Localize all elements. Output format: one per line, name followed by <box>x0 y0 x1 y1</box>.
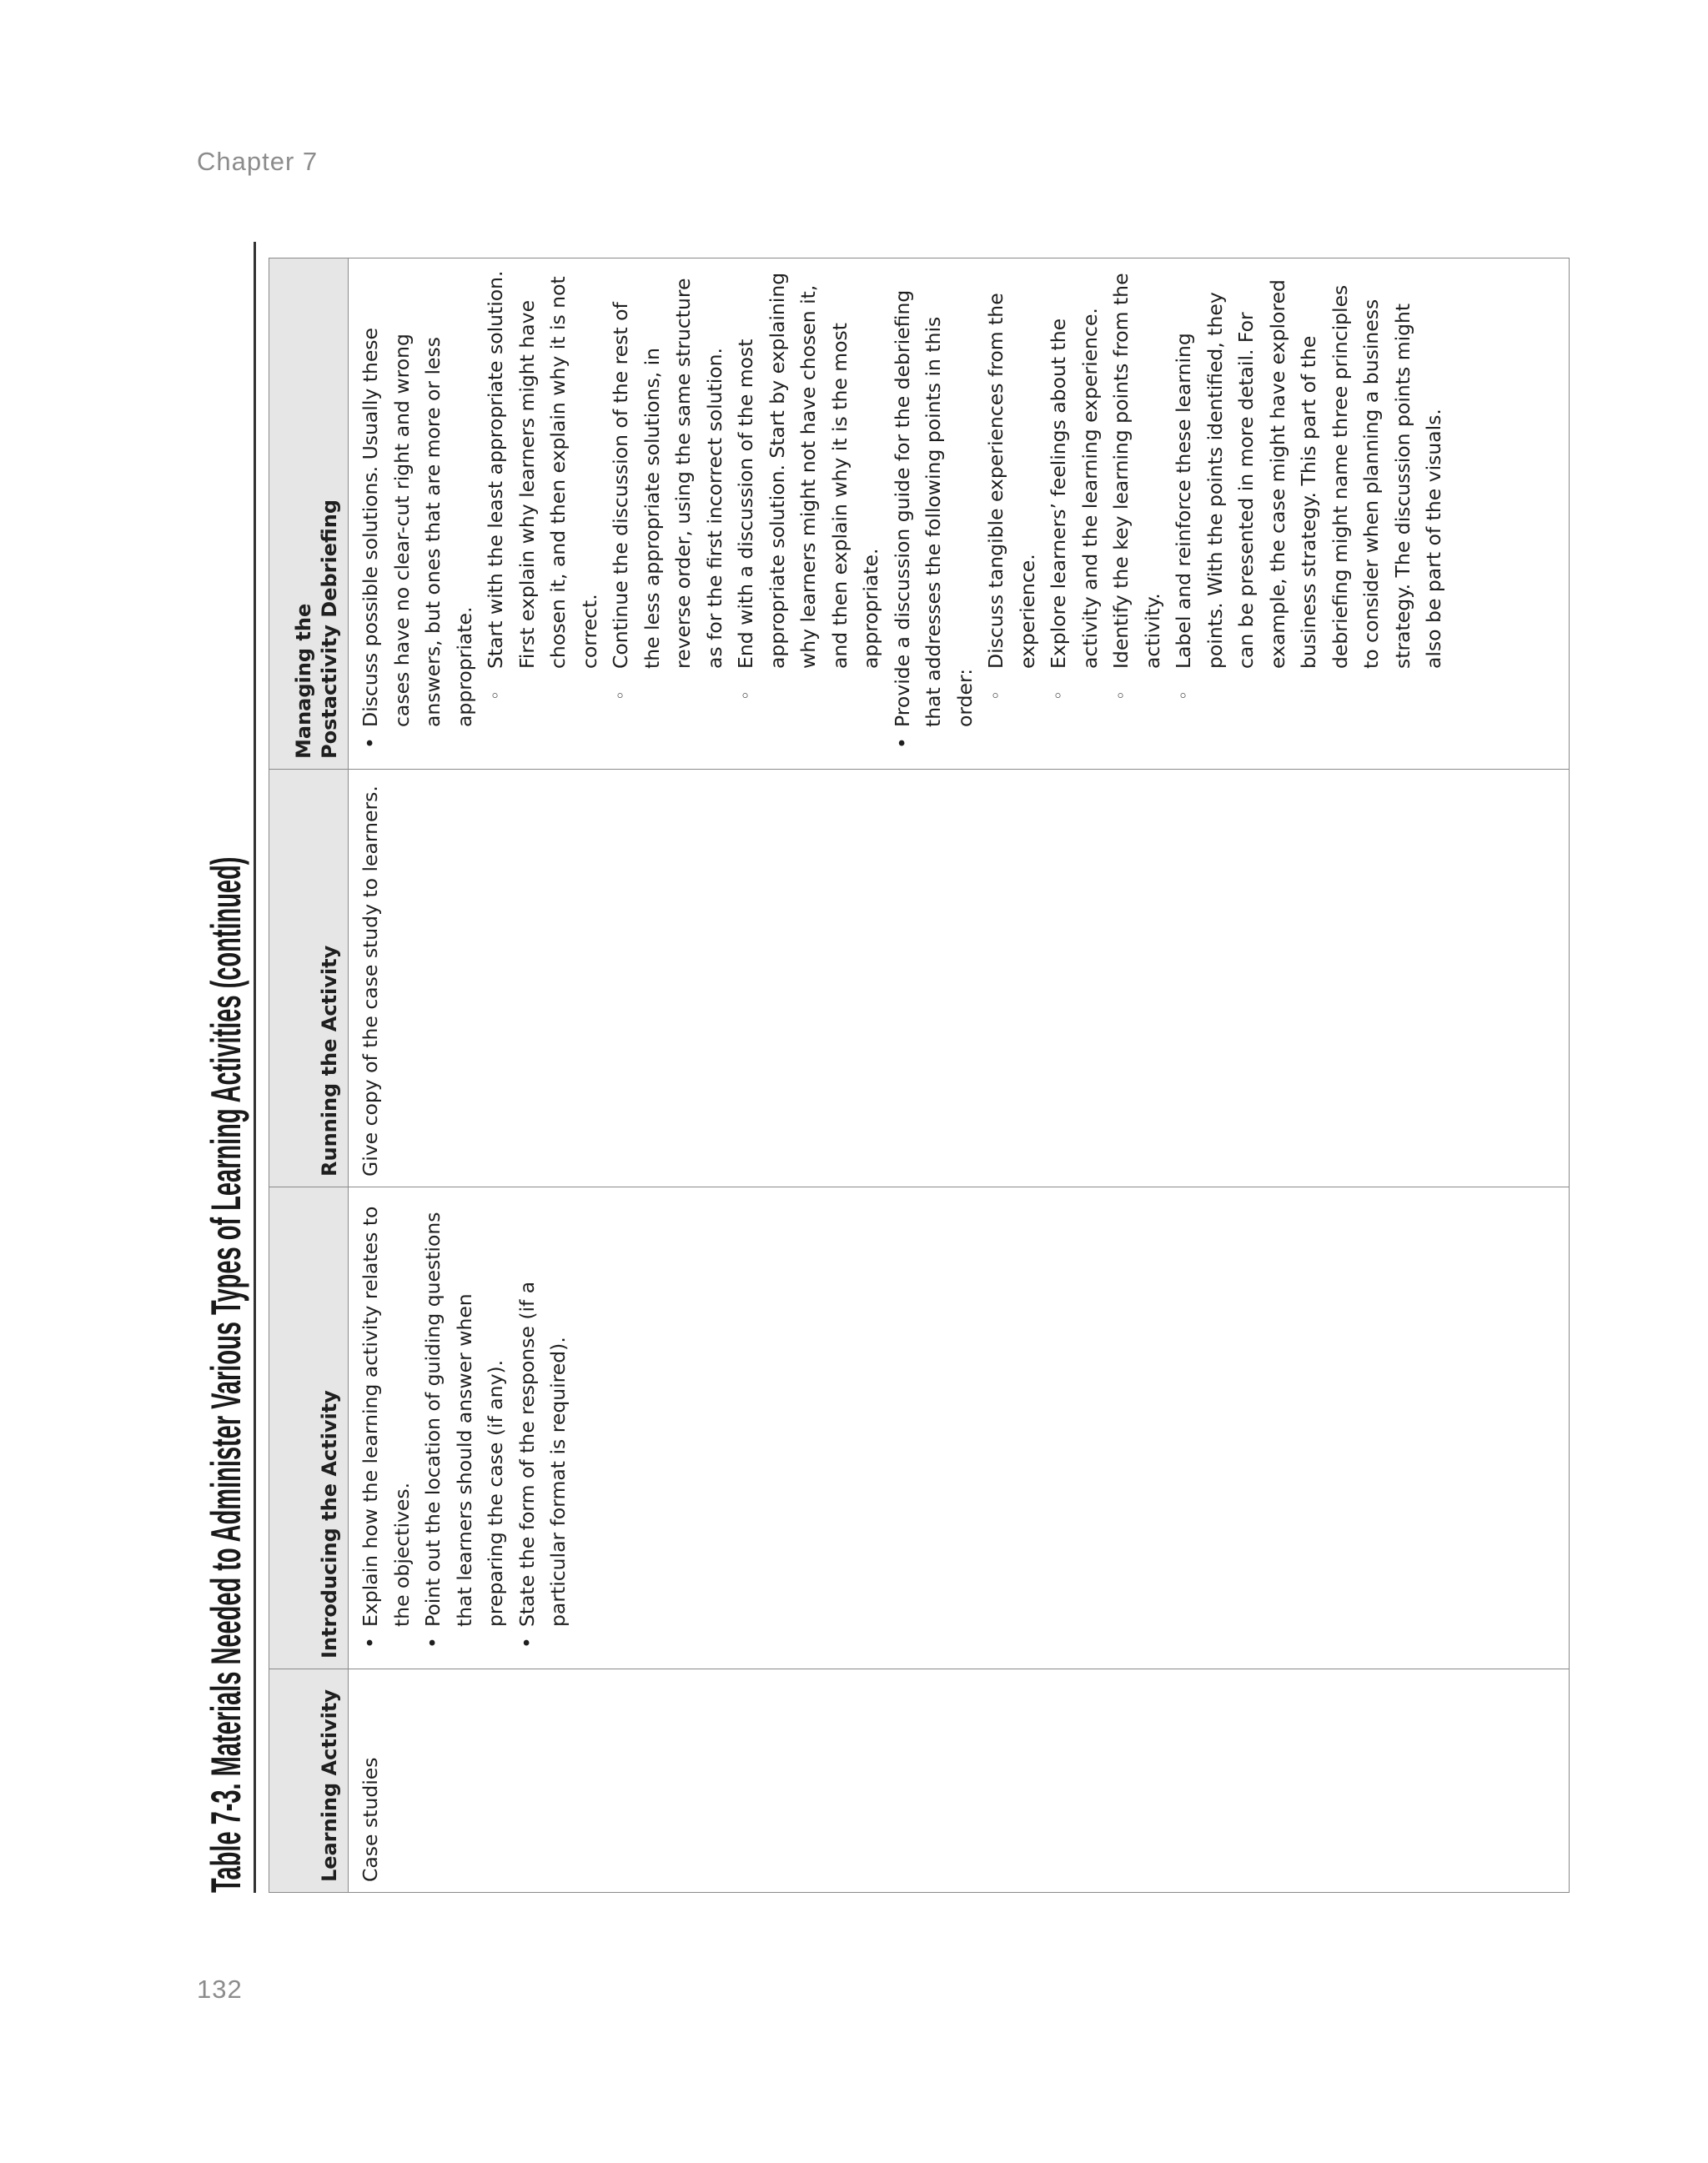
header-learning-activity: Learning Activity <box>269 1669 349 1893</box>
sub-list-item: ◦ End with a discussion of the most appropriate solution. Start by explaining why learners might not have chosen it, and then explain why it is the most appropriate. <box>731 268 887 759</box>
header-running: Running the Activity <box>269 770 349 1187</box>
sub-list-item: ◦ Start with the least appropriate solution. First explain why learners might have chosen it, and then explain why it is not correct. <box>480 268 605 759</box>
table-title: Table 7-3. Materials Needed to Administer Various Types of Learning Activities (continued) <box>203 856 249 1893</box>
sub-list-item: ◦ Discuss tangible experiences from the experience. <box>981 268 1043 759</box>
chapter-label: Chapter 7 <box>197 147 319 176</box>
header-managing-line2: Postactivity Debriefing <box>318 499 341 759</box>
page-number: 132 <box>197 1975 243 2004</box>
list-item: • Point out the location of guiding questions that learners should answer when preparing the case (if any). <box>418 1197 512 1659</box>
table-row <box>349 258 1570 1893</box>
sub-list-item: ◦ Label and reinforce these learning points. With the points identified, they can be presented in more detail. For example, the case might have explored business strategy. This part of the debriefing might name three principles to consider when planning a business strategy. The discussion points might also be part of the visuals. <box>1168 268 1450 759</box>
cell-introducing <box>349 1187 1570 1669</box>
rotated-table-block <box>200 242 1576 1893</box>
sub-list-item: ◦ Continue the discussion of the rest of the less appropriate solutions, in reverse order, using the same structure as for the first incorrect solution. <box>605 268 731 759</box>
sub-list-item: ◦ Explore learners’ feelings about the activity and the learning experience. <box>1043 268 1106 759</box>
list-item: • State the form of the response (if a particular format is required). <box>512 1197 575 1659</box>
list-item: • Explain how the learning activity relates to the objectives. <box>355 1197 418 1659</box>
managing-sublist-2 <box>981 268 1450 759</box>
managing-list <box>355 268 480 759</box>
managing-bullet2: Provide a discussion guide for the debriefing that addresses the following points in this order: <box>890 289 977 727</box>
header-managing <box>269 258 349 770</box>
list-item <box>887 268 982 759</box>
cell-managing <box>349 258 1570 770</box>
introducing-list <box>355 1197 575 1659</box>
materials-table <box>269 258 1570 1893</box>
header-introducing: Introducing the Activity <box>269 1187 349 1669</box>
list-item <box>355 268 480 759</box>
title-rule <box>254 242 256 1893</box>
managing-list-2 <box>887 268 982 759</box>
header-row <box>269 258 349 1893</box>
header-managing-line1: Managing the <box>292 603 315 759</box>
sub-list-item: ◦ Identify the key learning points from the activity. <box>1106 268 1168 759</box>
managing-sublist-1 <box>480 268 887 759</box>
cell-running: Give copy of the case study to learners. <box>349 770 1570 1187</box>
cell-learning-activity: Case studies <box>349 1669 1570 1893</box>
managing-bullet1: Discuss possible solutions. Usually these cases have no clear-cut right and wrong answers, but ones that are more or less appropriate. <box>359 327 476 727</box>
